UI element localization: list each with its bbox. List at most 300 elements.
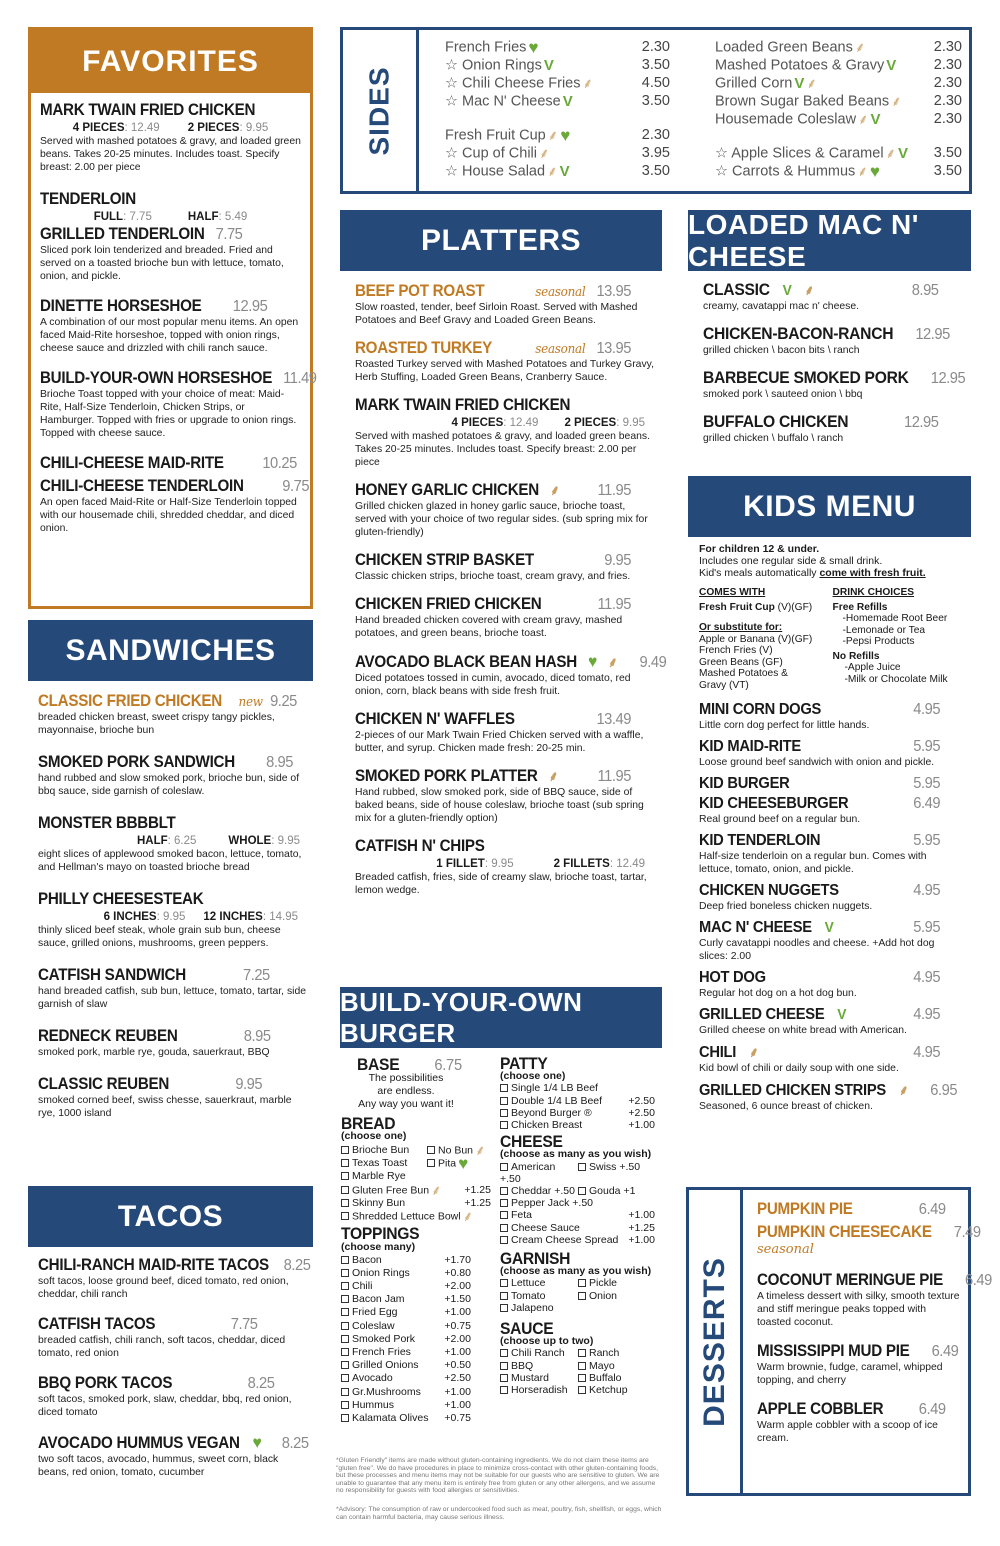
option-label-wrap (500, 1107, 592, 1119)
garnish-options (500, 1277, 662, 1314)
cheese-options (500, 1161, 662, 1246)
option-label: Onion (589, 1289, 618, 1302)
no-refills-label: No Refills (832, 650, 880, 662)
option-label: No Bun (438, 1143, 474, 1156)
option-label: Coleslaw (352, 1319, 395, 1332)
base-desc-line: are endless. (377, 1085, 435, 1098)
side-item-price: 3.50 (933, 162, 962, 179)
item-price: 7.49 (953, 1224, 981, 1241)
checkbox (500, 1224, 508, 1232)
option-label-wrap (341, 1399, 394, 1412)
option-label-wrap (500, 1209, 532, 1221)
item-title-row (699, 738, 940, 756)
option-label: 6 INCHES (103, 911, 157, 923)
side-item (715, 93, 962, 111)
checkbox (341, 1361, 349, 1369)
wheat-gluten-friendly-icon: ⸙ (858, 110, 869, 127)
patty-option (500, 1119, 655, 1131)
item-name: MONSTER BBBBLT (38, 814, 176, 832)
sides-section (340, 27, 972, 194)
platters-section (355, 282, 667, 905)
item-price: 6.49 (913, 795, 941, 812)
item-title-row (699, 832, 940, 850)
item-desc: eight slices of applewood smoked bacon, lettuce, tomato, and Hellman's mayo on toasted brioche bread (38, 849, 302, 873)
mac-title: LOADED MAC N' CHEESE (688, 210, 971, 271)
side-item-price: 3.50 (933, 145, 962, 161)
option-label: Feta (511, 1209, 533, 1222)
checkbox (578, 1362, 586, 1370)
patty-option (500, 1095, 655, 1107)
side-item-label (445, 39, 538, 57)
option-label: HALF (136, 835, 168, 847)
option-label: Bacon (352, 1253, 382, 1266)
option-price: : 9.95 (271, 835, 300, 847)
item-desc: hand breaded catfish, sub bun, lettuce, tomato, tartar, side garnish of slaw (38, 986, 307, 1010)
item-name: BARBECUE SMOKED PORK (703, 368, 909, 387)
option-price: : 6.25 (167, 835, 197, 847)
checkbox (341, 1146, 349, 1154)
option-label-wrap (341, 1320, 395, 1333)
option-price: +0.75 (444, 1412, 471, 1425)
side-item-price: 3.95 (641, 144, 670, 161)
item-price: 5.95 (913, 832, 941, 849)
fruit-tag: (V)(GF) (774, 601, 813, 613)
side-item (445, 145, 670, 163)
kids-intro-line: For children 12 & under. (699, 543, 820, 555)
option-label-wrap (500, 1082, 598, 1094)
option-label: 2 PIECES (187, 122, 240, 134)
checkbox (500, 1097, 508, 1105)
item-price: 9.25 (270, 693, 297, 710)
item-name: MINI CORN DOGS (699, 701, 822, 718)
item-price: 13.95 (596, 283, 631, 300)
item-price: 11.95 (597, 768, 631, 785)
option-label: Ketchup (589, 1384, 628, 1397)
cheese-option (500, 1197, 655, 1209)
item-desc: Regular hot dog on a hot dog bun. (699, 988, 857, 999)
option-label: Gouda +1 (589, 1185, 636, 1198)
checkbox (500, 1109, 508, 1117)
item-price: 8.25 (283, 1257, 311, 1274)
free-refills-label: Free Refills (832, 601, 888, 613)
topping-option (341, 1372, 471, 1385)
topping-option (341, 1267, 471, 1280)
side-item-label (715, 111, 881, 129)
option-label-wrap (500, 1234, 618, 1246)
side-item-name: Mashed Potatoes & Gravy (715, 57, 885, 74)
option-price: +1.00 (444, 1306, 471, 1319)
item-price: 5.95 (913, 775, 941, 792)
item-desc: Grilled cheese on white bread with American. (699, 1025, 907, 1036)
item-desc: Real ground beef on a regular bun. (699, 814, 861, 825)
option-label: Chicken Breast (511, 1119, 583, 1132)
checkbox (341, 1308, 349, 1316)
side-item-price: 4.50 (641, 74, 670, 91)
side-item-price: 3.50 (641, 92, 670, 109)
side-item (715, 39, 962, 57)
option-price: +0.80 (444, 1266, 471, 1279)
base-heading: BASE (357, 1055, 400, 1074)
option-price: : 12.49 (124, 122, 160, 134)
option-label: Pita (438, 1157, 457, 1170)
checkbox (578, 1386, 586, 1394)
substitute-option: Mashed Potatoes & (699, 668, 788, 679)
bread-option (341, 1210, 491, 1223)
option-price: : 14.95 (262, 911, 298, 923)
no-refill-option: -Apple Juice (844, 662, 901, 673)
option-price: : 12.49 (609, 858, 645, 870)
item-title-row (699, 1043, 940, 1062)
option-label-wrap (578, 1185, 635, 1197)
garnish-heading: GARNISH (500, 1249, 571, 1269)
item-price: 11.49 (283, 370, 317, 387)
option-label: Beyond Burger ® (511, 1106, 592, 1119)
item-price: 11.95 (597, 482, 631, 499)
side-item-label (445, 93, 573, 111)
item-name: CHICKEN FRIED CHICKEN (355, 595, 542, 613)
item-price: 8.95 (266, 754, 293, 771)
option-label: Cheese Sauce (511, 1221, 580, 1234)
side-item (445, 39, 670, 57)
item-name: CLASSIC REUBEN (38, 1075, 170, 1093)
menu-item (699, 795, 961, 826)
option-label: 2 PIECES (564, 417, 617, 429)
leaf-vegan-icon: V (886, 56, 897, 74)
side-item-label (715, 93, 902, 111)
item-name: MISSISSIPPI MUD PIE (757, 1342, 910, 1360)
option-label: Pepper Jack +.50 (511, 1197, 594, 1210)
seasonal-tag: seasonal (757, 1242, 814, 1257)
item-title-row (699, 775, 940, 793)
menu-item (40, 190, 301, 223)
option-label: 4 PIECES (72, 122, 125, 134)
checkbox (578, 1163, 586, 1171)
side-item-name: Brown Sugar Baked Beans (715, 93, 890, 110)
side-item (715, 75, 962, 93)
item-desc: soft tacos, smoked pork, slaw, cheddar, bbq, red onion, diced tomato (38, 1394, 292, 1418)
option-label: FULL (93, 211, 124, 223)
sides-column-2b (715, 145, 962, 181)
checkbox (341, 1322, 349, 1330)
option-label-wrap (500, 1290, 578, 1302)
item-price: 5.95 (913, 919, 941, 936)
checkbox (341, 1414, 349, 1422)
checkbox (578, 1279, 586, 1287)
item-price: 7.75 (230, 1316, 258, 1333)
item-name: CHILI-CHEESE MAID-RITE (40, 454, 224, 472)
wheat-gluten-friendly-icon: ⸙ (582, 74, 593, 91)
item-price: 4.95 (913, 1044, 941, 1061)
favorites-title: FAVORITES (31, 30, 310, 93)
kids-intro-emphasis: come with fresh fruit. (819, 567, 926, 579)
heart-healthy-icon: ♥ (560, 126, 571, 145)
item-price: 6.95 (930, 1082, 958, 1099)
mac-section (703, 280, 966, 456)
option-label-wrap (500, 1222, 580, 1234)
item-title-row (38, 1256, 311, 1275)
option-price: +0.75 (444, 1319, 471, 1332)
item-desc: smoked pork, marble rye, gouda, sauerkraut, BBQ (38, 1047, 270, 1058)
item-name: BUFFALO CHICKEN (703, 412, 849, 431)
menu-item (355, 595, 655, 640)
option-label-wrap (500, 1161, 578, 1185)
toppings-sub: (choose many) (341, 1240, 416, 1253)
item-desc: Classic chicken strips, brioche toast, cream gravy, and fries. (355, 571, 631, 582)
substitute-list (699, 634, 823, 692)
side-item-label (715, 145, 908, 163)
item-desc: Roasted Turkey served with Mashed Potatoes and Turkey Gravy, Herb Stuffing, Loaded Green Beans, Cranberry Sauce. (355, 359, 654, 383)
item-name: KID BURGER (699, 775, 790, 792)
wheat-gluten-friendly-icon: ⸙ (748, 1044, 759, 1060)
option-label-wrap (500, 1302, 578, 1314)
item-desc: soft tacos, loose ground beef, diced tomato, red onion, cheddar, chili ranch (38, 1276, 289, 1300)
checkbox (500, 1121, 508, 1129)
menu-item (40, 369, 317, 440)
side-item-label (445, 127, 570, 145)
desserts-title: DESSERTS (697, 1256, 731, 1427)
wheat-gluten-friendly-icon: ⸙ (548, 768, 558, 784)
option-label: Chili Ranch (511, 1347, 565, 1360)
base-price: 6.75 (434, 1057, 462, 1074)
item-title-row (757, 1342, 959, 1361)
option-label: Mustard (511, 1371, 549, 1384)
item-name: ROASTED TURKEY (355, 339, 492, 357)
desserts-section (686, 1187, 992, 1496)
item-name: CATFISH N' CHIPS (355, 837, 485, 855)
item-price: 5.95 (913, 738, 941, 755)
option-label: Horseradish (511, 1384, 568, 1397)
item-name: KID MAID-RITE (699, 738, 801, 755)
item-desc: creamy, cavatappi mac n' cheese. (703, 301, 859, 312)
option-price: : 5.49 (218, 211, 248, 223)
heart-healthy-icon: ♥ (252, 1433, 262, 1452)
sauce-options (500, 1347, 662, 1396)
side-item-name: Loaded Green Beans (715, 39, 853, 56)
menu-item (699, 969, 961, 1000)
garnish-option-row (500, 1277, 662, 1289)
item-desc: Diced potatoes tossed in cumin, avocado, diced tomato, red onion, corn, black beans with side fresh fruit. (355, 673, 631, 697)
option-label: Mayo (589, 1359, 615, 1372)
item-desc: A timeless dessert with silky, smooth texture and stiff meringue peaks topped with toasted coconut. (757, 1291, 960, 1328)
option-label: Cheddar +.50 (511, 1185, 575, 1198)
option-label-wrap (341, 1293, 405, 1306)
item-desc: Hand breaded chicken covered with cream gravy, mashed potatoes, and green beans, brioche toast. (355, 615, 623, 639)
leaf-vegan-icon: V (562, 92, 573, 110)
item-name: CATFISH SANDWICH (38, 966, 186, 984)
item-desc: smoked pork \ sauteed onion \ bbq (703, 389, 863, 400)
checkbox (500, 1292, 508, 1300)
side-item-name: French Fries (445, 39, 527, 56)
sandwiches-section (38, 692, 306, 1131)
item-name: CHICKEN NUGGETS (699, 882, 839, 899)
option-label-wrap (500, 1095, 602, 1107)
drinks-heading: DRINK CHOICES (832, 587, 915, 598)
item-desc: Warm apple cobbler with a scoop of ice cream. (757, 1420, 938, 1444)
topping-option (341, 1412, 471, 1425)
option-price: +2.00 (444, 1332, 471, 1345)
side-item (445, 75, 670, 93)
option-price: +1.00 (444, 1398, 471, 1411)
topping-option (341, 1280, 471, 1293)
checkbox (341, 1172, 349, 1180)
menu-item (355, 481, 655, 539)
side-item-price: 2.30 (933, 56, 962, 73)
item-desc: Hand rubbed, slow smoked pork, side of BBQ sauce, side of baked beans, side of house coleslaw, brioche toast (sub spring mix for a gluten-friendly option) (355, 787, 644, 824)
menu-item (757, 1342, 962, 1387)
item-desc: A combination of our most popular menu items. An open faced Maid-Rite horseshoe, topped with onion rings, cheese sauce and drizzled with chili ranch sauce. (40, 317, 299, 354)
item-title-row (703, 324, 950, 344)
item-price: 4.95 (913, 882, 941, 899)
menu-item (38, 1027, 306, 1059)
refill-option: -Homemade Root Beer (842, 613, 948, 624)
item-price: 7.75 (215, 226, 243, 243)
checkbox (500, 1362, 508, 1370)
option-price: +1.00 (628, 1209, 655, 1222)
base-desc (341, 1072, 471, 1111)
no-refill-list (833, 662, 961, 685)
item-name: DINETTE HORSESHOE (40, 297, 202, 315)
item-name: AVOCADO HUMMUS VEGAN (38, 1434, 240, 1452)
option-price: +2.50 (444, 1372, 471, 1385)
option-label: Skinny Bun (352, 1196, 406, 1209)
cheese-sub: (choose as many as you wish) (500, 1148, 652, 1161)
option-price: : 9.95 (239, 122, 269, 134)
option-label-wrap (341, 1346, 411, 1359)
side-item-label (715, 57, 896, 75)
option-label: WHOLE (228, 835, 272, 847)
bread-options (341, 1141, 491, 1225)
bread-heading: BREAD (341, 1114, 396, 1134)
item-price: 12.95 (903, 414, 939, 431)
checkbox (578, 1349, 586, 1357)
item-title-row (38, 1374, 285, 1393)
topping-option (341, 1333, 471, 1346)
option-label-wrap (578, 1290, 617, 1302)
item-title-row (703, 412, 939, 432)
option-label-wrap (341, 1267, 410, 1280)
menu-item (699, 1006, 961, 1037)
option-price: +2.00 (444, 1280, 471, 1293)
item-price: 8.95 (243, 1028, 271, 1045)
option-price: : 9.95 (616, 417, 645, 429)
item-price: 6.49 (918, 1201, 946, 1218)
option-price: : 12.49 (503, 417, 539, 429)
menu-item (699, 701, 961, 732)
item-name: SMOKED PORK SANDWICH (38, 753, 235, 771)
item-name: CLASSIC FRIED CHICKEN (38, 692, 222, 710)
heart-healthy-icon: ♥ (869, 161, 880, 181)
option-label: Cream Cheese Spread (511, 1233, 619, 1246)
menu-item (699, 832, 961, 876)
option-label: Smoked Pork (352, 1332, 416, 1345)
topping-option (341, 1359, 471, 1372)
item-name: APPLE COBBLER (757, 1400, 884, 1418)
item-desc: An open faced Maid-Rite or Half-Size Tenderloin topped with our housemade chili, shredded cheddar, and diced onion. (40, 497, 297, 534)
item-desc: Curly cavatappi noodles and cheese. +Add hot dog slices: 2.00 (699, 938, 935, 962)
option-label: 2 FILLETS (553, 858, 610, 870)
option-label: Brioche Bun (352, 1143, 410, 1156)
item-price: 7.25 (242, 967, 270, 984)
item-price: 6.49 (931, 1343, 959, 1360)
bread-option (341, 1181, 491, 1198)
fruit-label: Fresh Fruit Cup (699, 601, 775, 613)
advisory-disclaimer: *Advisory: The consumption of raw or undercooked food such as meat, poultry, fish, shellfish, or eggs, which can contain harmful bacteria, may cause serious illness. (336, 1506, 662, 1521)
item-desc: Served with mashed potatoes & gravy, and loaded green beans. Takes 20-25 minutes. Includes toast. Specify breast: 2.00 per piece (40, 136, 301, 173)
patty-sub: (choose one) (500, 1070, 566, 1083)
checkbox (341, 1256, 349, 1264)
menu-item (38, 1256, 311, 1301)
wheat-gluten-friendly-icon: ⸙ (806, 74, 817, 91)
option-label-wrap (341, 1181, 442, 1198)
menu-item (699, 738, 961, 769)
checkbox (341, 1199, 349, 1207)
checkbox (500, 1199, 508, 1207)
wheat-gluten-friendly-icon: ⸙ (891, 92, 902, 109)
option-label-wrap (500, 1360, 578, 1372)
item-price: 8.25 (281, 1435, 309, 1452)
cheese-option-row (500, 1161, 662, 1185)
leaf-vegan-icon: V (543, 56, 554, 74)
wheat-gluten-friendly-icon: ⸙ (462, 1208, 474, 1225)
menu-item (355, 339, 655, 384)
item-price: 9.95 (604, 552, 631, 569)
checkbox (578, 1292, 586, 1300)
item-name: BBQ PORK TACOS (38, 1374, 173, 1392)
item-price: 9.49 (639, 654, 667, 671)
item-name: PUMPKIN CHEESECAKE (757, 1223, 932, 1241)
item-name: CHICKEN-BACON-RANCH (703, 324, 894, 343)
option-label-wrap (500, 1347, 578, 1359)
item-title-row (699, 701, 940, 719)
item-title-row (699, 1006, 940, 1024)
checkbox (341, 1282, 349, 1290)
toppings-options (341, 1254, 491, 1426)
option-label: Chili (352, 1280, 373, 1293)
side-item-price: 3.50 (641, 56, 670, 73)
kids-intro-line: Kid's meals automatically (699, 567, 820, 579)
item-desc: 2-pieces of our Mark Twain Fried Chicken served with a waffle, butter, and syrup. Chicken made fresh: 20-25 min. (355, 730, 644, 754)
option-label-wrap (341, 1280, 372, 1293)
item-price: 11.95 (597, 596, 631, 613)
item-desc: breaded catfish, chili ranch, soft tacos, cheddar, diced tomato, red onion (38, 1335, 286, 1359)
option-label: French Fries (352, 1346, 411, 1359)
wheat-gluten-friendly-icon: ⸙ (538, 144, 550, 161)
side-item-name: ☆ House Salad (445, 163, 546, 180)
side-item-name: Fresh Fruit Cup (445, 127, 546, 144)
menu-item (38, 692, 306, 737)
checkbox (341, 1348, 349, 1356)
item-price: 6.49 (965, 1272, 992, 1289)
item-name: CHILI (699, 1044, 737, 1061)
new-tag: new (238, 695, 263, 710)
option-price: +1.70 (444, 1253, 471, 1266)
checkbox (500, 1163, 508, 1171)
burger-right-column (500, 1054, 662, 1397)
topping-option (341, 1320, 471, 1333)
side-item (715, 111, 962, 129)
side-item-label (445, 163, 570, 181)
wheat-gluten-friendly-icon: ⸙ (547, 127, 559, 143)
option-label: Gluten Free Bun (352, 1183, 430, 1196)
no-refill-option: -Milk or Chocolate Milk (844, 673, 948, 685)
menu-item (40, 101, 301, 174)
option-label: HALF (187, 211, 219, 223)
tacos-section (38, 1256, 311, 1493)
item-desc: Little corn dog perfect for little hands. (699, 720, 870, 731)
wheat-gluten-friendly-icon: ⸙ (854, 39, 866, 55)
menu-item (703, 412, 959, 445)
option-price: +0.50 (444, 1359, 471, 1372)
